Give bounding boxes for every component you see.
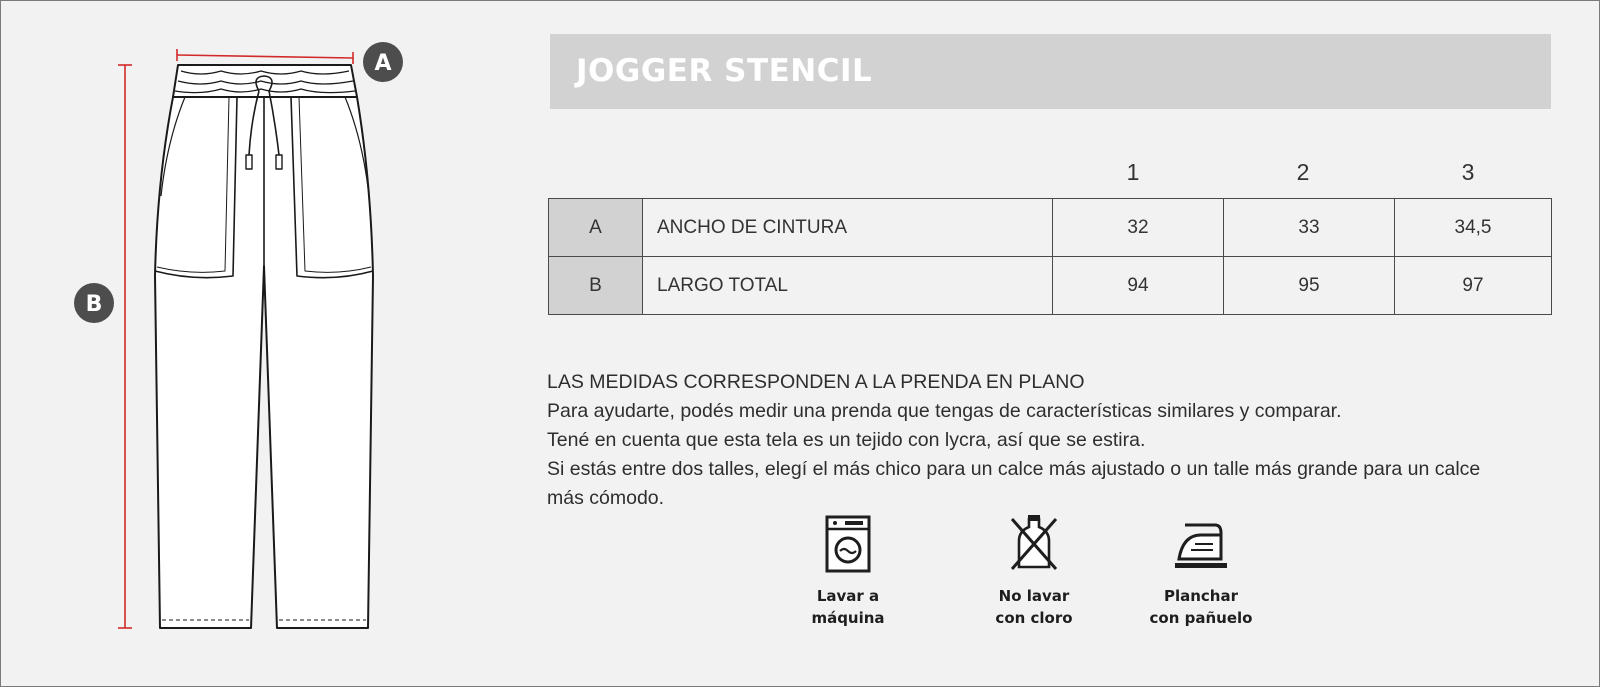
size-header-3: 3 (1461, 159, 1475, 185)
marker-a-letter: A (374, 51, 392, 76)
care-label-line: con cloro (995, 609, 1073, 627)
row-label: ANCHO DE CINTURA (643, 199, 1053, 257)
row-value: 94 (1053, 257, 1224, 315)
care-label-line: con pañuelo (1149, 609, 1253, 627)
measure-line-a (177, 49, 353, 64)
product-title: JOGGER STENCIL (576, 53, 873, 89)
care-item-wash (788, 513, 908, 629)
care-item-bleach (974, 513, 1094, 629)
row-value: 33 (1224, 199, 1395, 257)
notes-heading: LAS MEDIDAS CORRESPONDEN A LA PRENDA EN PLANO (547, 371, 1085, 393)
row-value: 95 (1224, 257, 1395, 315)
row-code: B (549, 257, 643, 315)
size-header-1: 1 (1126, 159, 1140, 185)
jogger-pants-drawing (155, 65, 373, 628)
notes-line: Si estás entre dos talles, elegí el más chico para un calce más ajustado o un talle más grande para un calce más cómodo. (547, 458, 1481, 509)
row-label: LARGO TOTAL (643, 257, 1053, 315)
row-value: 97 (1395, 257, 1552, 315)
size-header-2: 2 (1296, 159, 1310, 185)
care-label-line: máquina (811, 609, 885, 627)
row-value: 32 (1053, 199, 1224, 257)
jogger-illustration (61, 31, 441, 661)
table-row (549, 199, 1552, 257)
marker-a (363, 42, 403, 82)
notes-line: Tené en cuenta que esta tela es un tejido con lycra, así que se estira. (547, 429, 1146, 451)
care-label-line: No lavar (998, 587, 1070, 605)
size-table (548, 198, 1552, 315)
row-code: A (549, 199, 643, 257)
title-bar (550, 34, 1551, 109)
notes-line: Para ayudarte, podés medir una prenda que tengas de características similares y comparar. (547, 400, 1342, 422)
care-label-line: Lavar a (816, 587, 880, 605)
measure-line-b (118, 65, 132, 628)
care-label-line: Planchar (1163, 587, 1239, 605)
marker-b-letter: B (85, 292, 103, 317)
measurement-notes (547, 368, 1507, 513)
row-value: 34,5 (1395, 199, 1552, 257)
iron-icon (1171, 513, 1231, 575)
no-bleach-icon (1009, 513, 1059, 575)
marker-b (74, 283, 114, 323)
washing-machine-icon (823, 513, 873, 575)
table-row (549, 257, 1552, 315)
care-item-iron (1141, 513, 1261, 629)
